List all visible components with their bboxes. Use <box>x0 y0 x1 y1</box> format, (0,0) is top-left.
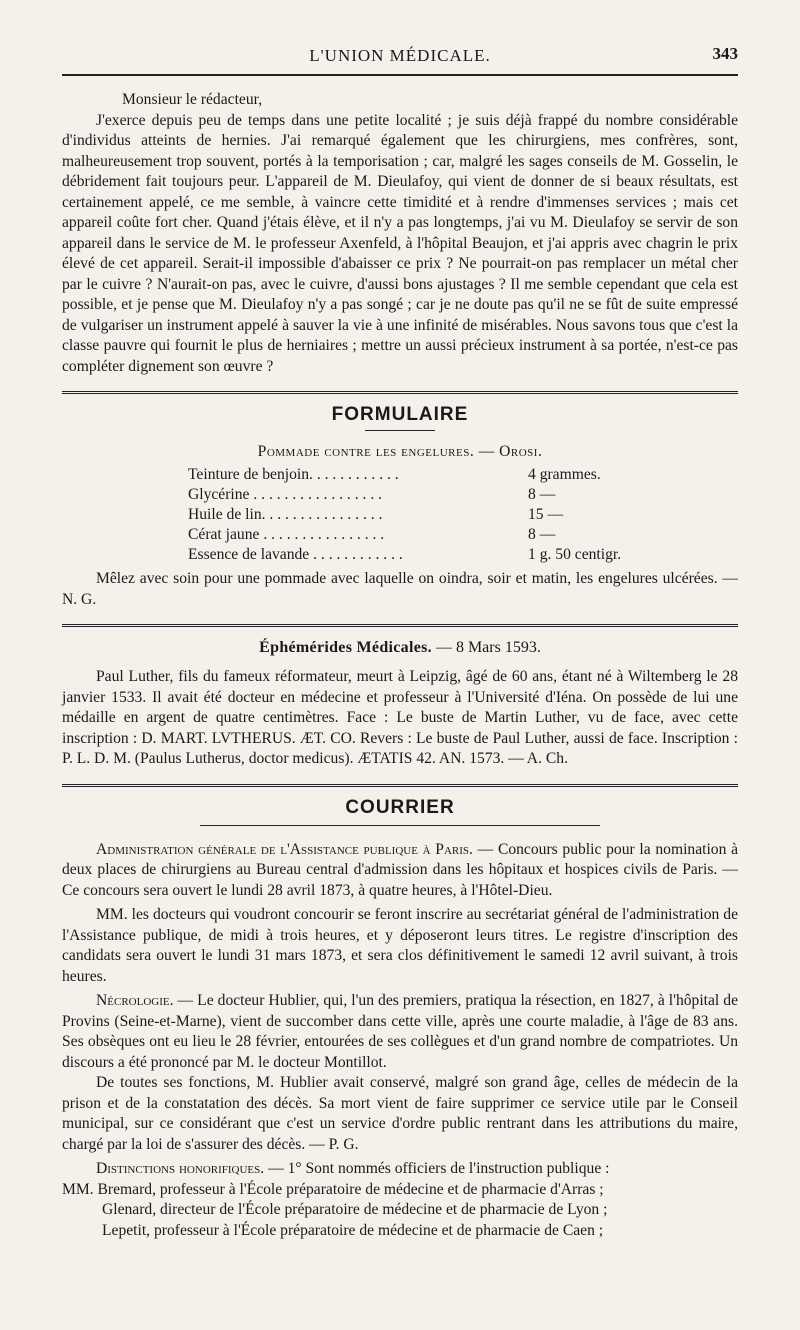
journal-title: L'UNION MÉDICALE. <box>309 46 491 65</box>
courrier-paragraph: De toutes ses fonctions, M. Hublier avait conservé, malgré son grand âge, celles de médecin de la prison et de la constatation des décès. Sa mort vient de faire supprimer ce service utile par le Conseil municipal, sur ce considérant que c'est un service d'ordre public rentrant dans les attributions du maire, chargé par la loi de s'assurer des décès. — P. G. <box>62 1074 738 1153</box>
ingredient-row <box>188 485 638 505</box>
ingredient-row <box>188 525 638 545</box>
list-item: Glenard, directeur de l'École préparatoire de médecine et de pharmacie de Lyon ; <box>102 1201 608 1218</box>
ephemerides-heading <box>62 639 738 657</box>
section-divider <box>62 784 738 787</box>
ingredient-name: Essence de lavande . . . . . . . . . . . . <box>188 546 403 563</box>
list-item: MM. Bremard, professeur à l'École préparatoire de médecine et de pharmacie d'Arras ; <box>62 1180 604 1198</box>
courrier-paragraph <box>62 991 738 1073</box>
letter-body: J'exerce depuis peu de temps dans une petite localité ; je suis déjà frappé du nombre considérable d'individus atteints de hernies. J'ai remarqué également que les chirurgiens, mes confrères, sont, malheureusement trop souvent, portés à la temporisation ; car, malgré les sages conseils de M. Gosselin, le débridement fait toujours peur. L'appareil de M. Dieulafoy, qui vient de donner de si beaux résultats, est certainement appelé, ce me semble, à vaincre cette timidité et à rendre d'immenses services ; mais cet appareil coûte fort cher. Quand j'étais élève, et il n'y a pas longtemps, j'ai vu M. Dieulafoy se servir de son appareil dans le service de M. le professeur Axenfeld, à l'hôpital Beaujon, et j'ai appris avec chagrin le prix élevé de cet appareil. Serait-il impossible d'abaisser ce prix ? Ne pourrait-on pas remplacer un métal cher par le cuivre ? N'aurait-on pas, avec le cuivre, d'aussi bons ajustages ? Il me semble cependant que cela est possible, et je pense que M. Dieulafoy n'y a pas songé ; car je ne doute pas qu'il ne se fût de suite empressé de vulgariser un instrument appelé à sauver la vie à une infinité de misérables. Nous savons tous que c'est la classe pauvre qui fournit le plus de herniaires ; mettre un aussi précieux instrument à sa portée, n'est-ce pas compléter dignement son œuvre ? <box>62 111 738 375</box>
courrier-paragraph: MM. les docteurs qui voudront concourir se feront inscrire au secrétariat général de l'administration de l'Assistance publique, de midi à trois heures, et y déposeront leurs titres. Le registre d'inscription des candidats sera ouvert le lundi 31 mars 1873, et sera clos définitivement le samedi 12 avril suivant, à trois heures. <box>62 906 738 985</box>
ephemerides-body: Paul Luther, fils du fameux réformateur, meurt à Leipzig, âgé de 60 ans, étant né à Wiltemberg le 28 janvier 1533. Il avait été docteur en médecine et professeur à l'Université d'Iéna. On possède de lui une médaille en argent de quatre centimètres. Face : Le buste de Martin Luther, vu de face, avec cette inscription : D. MART. LVTHERUS. ÆT. CO. Revers : Le buste de Paul Luther, aussi de face. Inscription : P. L. D. M. (Paulus Lutherus, doctor medicus). ÆTATIS 42. AN. 1573. — A. Ch. <box>62 668 738 767</box>
ingredient-qty: 15 — <box>528 506 564 523</box>
section-divider <box>62 624 738 627</box>
ingredient-qty: 8 — <box>528 526 556 543</box>
list-item: Lepetit, professeur à l'École préparatoire de médecine et de pharmacie de Caen ; <box>102 1221 604 1239</box>
courrier-paragraph <box>62 840 738 902</box>
ephemerides-date: — 8 Mars 1593. <box>435 639 541 656</box>
paragraph-text: — Concours public pour la nomination à deux places de chirurgiens au Bureau central d'admission dans les hôpitaux et hospices civils de Paris. — Ce concours sera ouvert le lundi 28 avril 1873, à quatre heures, à l'Hôtel-Dieu. <box>62 840 739 899</box>
ingredient-name: Cérat jaune . . . . . . . . . . . . . . . . <box>188 526 385 543</box>
title-underline <box>200 825 600 826</box>
ingredient-name: Teinture de benjoin. . . . . . . . . . . . <box>188 466 399 483</box>
paragraph-text: — 1° Sont nommés officiers de l'instruction publique : <box>268 1160 610 1177</box>
paragraph-lead: Administration générale de l'Assistance publique à Paris. <box>96 840 473 858</box>
ingredient-name: Glycérine . . . . . . . . . . . . . . . . . <box>188 486 383 503</box>
ingredient-row <box>188 465 638 485</box>
ingredient-qty: 8 — <box>528 486 556 503</box>
page-number: 343 <box>712 44 738 63</box>
letter-salutation: Monsieur le rédacteur, <box>122 91 263 108</box>
ingredient-row <box>188 545 638 565</box>
ingredient-qty: 1 g. 50 centigr. <box>528 546 622 563</box>
section-divider <box>62 391 738 394</box>
paragraph-lead: Distinctions honorifiques. <box>96 1160 265 1177</box>
ingredient-name: Huile de lin. . . . . . . . . . . . . . . . <box>188 506 383 523</box>
paragraph-lead: Nécrologie. <box>96 992 174 1009</box>
ephemerides-title: Éphémérides Médicales. <box>259 639 432 656</box>
recipe-title: Pommade contre les engelures. — Orosi. <box>257 443 543 460</box>
ingredient-row <box>188 505 638 525</box>
ingredient-qty: 4 grammes. <box>528 466 601 483</box>
header-rule <box>62 74 738 76</box>
formula-instructions: Mêlez avec soin pour une pommade avec laquelle on oindra, soir et matin, les engelures ulcérées. — N. G. <box>62 570 738 608</box>
courrier-paragraph <box>62 1159 738 1180</box>
formulaire-title: FORMULAIRE <box>331 404 469 425</box>
title-underline <box>365 430 435 431</box>
running-head <box>62 40 738 70</box>
ingredient-table <box>188 465 638 565</box>
courrier-title: COURRIER <box>345 796 455 818</box>
paragraph-text: — Le docteur Hublier, qui, l'un des premiers, pratiqua la résection, en 1827, à l'hôpital de Provins (Seine-et-Marne), vient de succomber dans cette ville, après une courte maladie, à l'âge de 83 ans. Ses obsèques ont eu lieu le 28 février, entourées de ses collègues et d'un grand nombre de compatriotes. Un discours a été prononcé par M. le docteur Montillot. <box>62 992 739 1071</box>
